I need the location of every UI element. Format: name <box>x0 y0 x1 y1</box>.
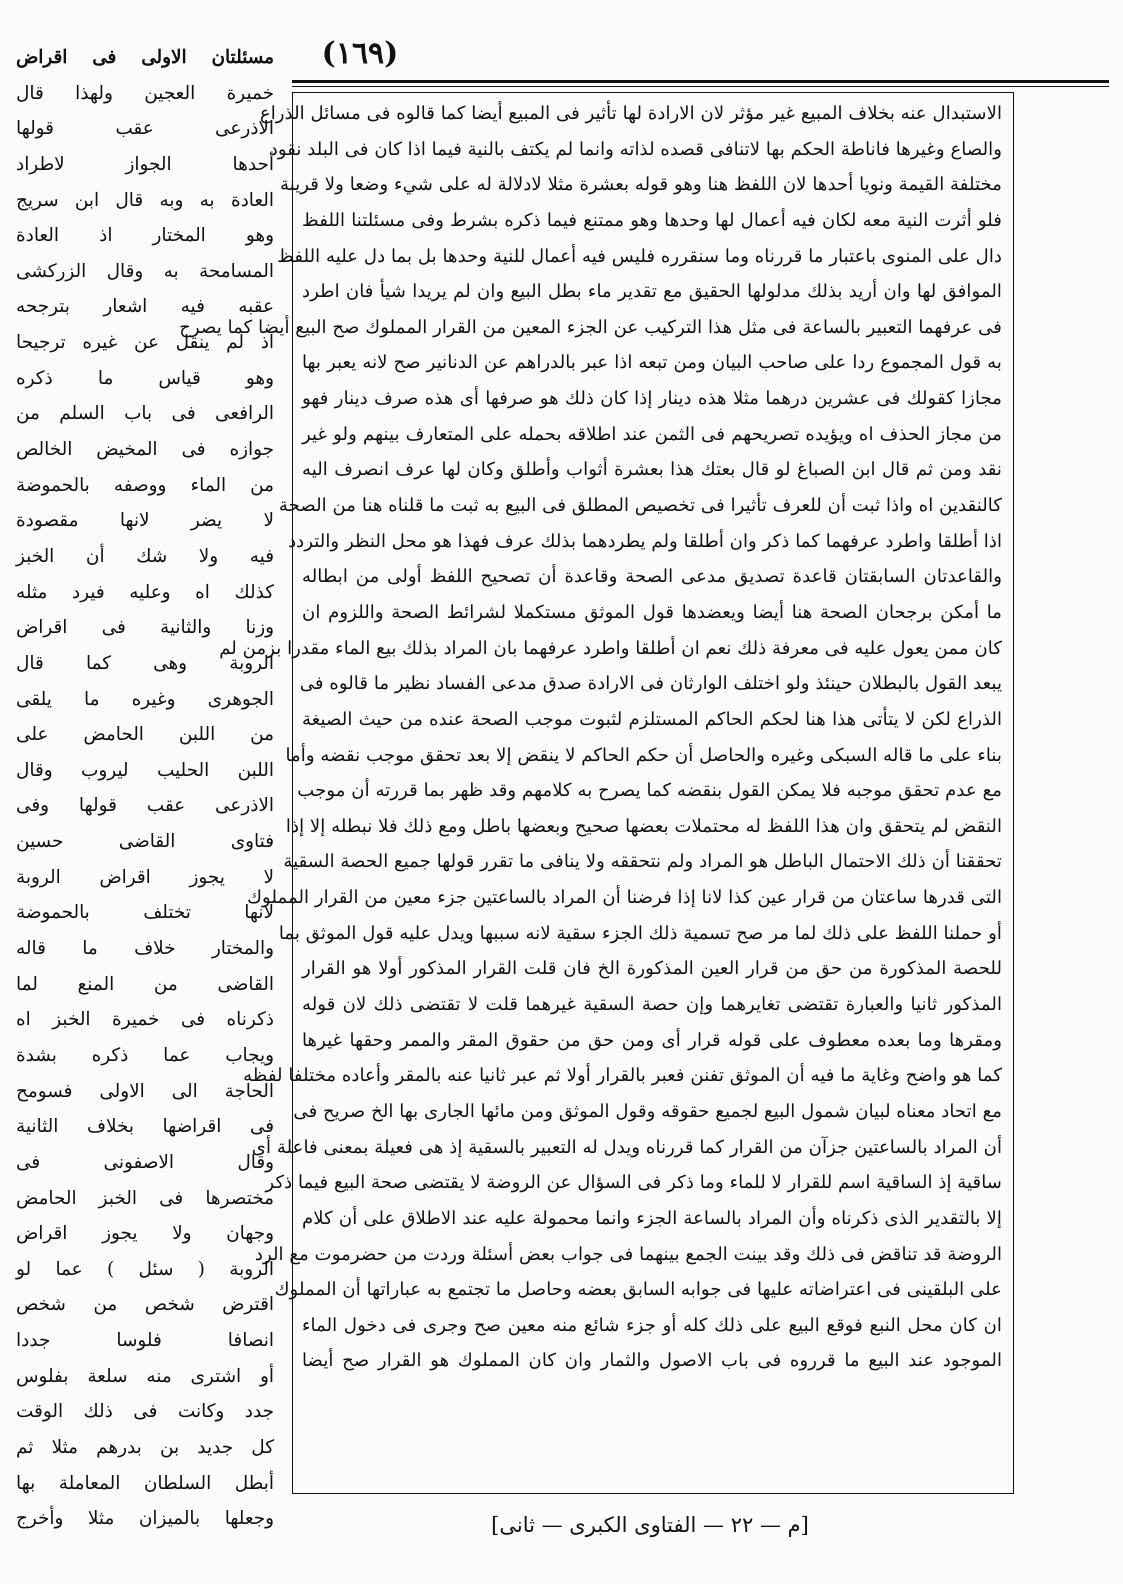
main-text-line: إلا بالتقدير الذى ذكرناه وأن المراد بالساعة الجزء وانما محمولة عليه عند الاطلاق على أن كلام <box>302 1207 1002 1229</box>
main-text-line: كما هو واضح وغاية ما فيه أن الموثق تفنن فعبر بالقرار أولا ثم عبر ثانيا عنه بالمقر وأعاده مختلفا لفظه <box>243 1065 1002 1087</box>
margin-text-line: ذكرناه فى خميرة الخبز اه <box>16 1009 274 1031</box>
main-text-line: مع عدم تحقق موجبه فلا يمكن القول بنقضه كما يصرح به كلامهم وقد ظهر بما قررته أن موجب <box>297 780 1002 802</box>
margin-text-line: أبطل السلطان المعاملة بها <box>16 1472 274 1494</box>
main-text-line: ساقية إذ الساقية اسم للقرار لا للماء وما ذكر فى السؤال عن الروضة لا يقتضى صحة البيع فيما ذكر <box>265 1172 1002 1194</box>
main-text-line: الموافق لها وان أريد بذلك مدلولها الحقيق مع تقدير ماء بطل البيع وان لم يريدا شيأ فان اطرد <box>302 281 1002 303</box>
main-text-line: مع اتحاد معناه لبيان شمول البيع لجميع حقوقه وقول الموثق ومن مائها الجارى بها الخ صريح فى <box>293 1100 1002 1122</box>
main-text-line: مجازا كقولك فى عشرين درهما مثلا هذه دينار إذا كان ذلك هو صرفها أى هذه صرف دينار فهو <box>302 388 1002 410</box>
margin-text-line: الجوهرى وغيره ما يلقى <box>16 688 274 710</box>
margin-text-line: والمختار خلاف ما قاله <box>16 938 274 960</box>
margin-text-line: فتاوى القاضى حسين <box>16 831 274 853</box>
margin-text-line: لا يجوز اقراض الروبة <box>16 866 274 888</box>
main-text-line: فلو أثرت النية معه لكان فيه أعمال لها وحدها وهو ممتنع فيما ذكره بشرط وفى مسئلتنا اللفظ <box>302 209 1002 231</box>
main-text-line: ان كان محل النبع فوقع البيع على ذلك كله أو جزء شائع منه معين صح وجرى فى دخول الماء <box>302 1314 1002 1336</box>
margin-text-line: وقال الاصفونى فى <box>16 1151 274 1173</box>
main-text-line: والصاع وغيرها فاناطة الحكم بها لاتنافى قصده لذاته وانما لم يكتف بالنية فيما اذا كان فى البلد نقود <box>269 138 1002 160</box>
margin-text-line: جوازه فى المخيض الخالص <box>16 439 274 461</box>
main-text-line: كان ممن يعول عليه فى معرفة ذلك نعم ان أطلقا واطرد عرفهما بان المراد بذلك بيع الماء مقدرا بزمن لم <box>219 637 1002 659</box>
margin-text-line: من اللبن الحامض على <box>16 724 274 746</box>
main-text-line: الموجود عند البيع ما قرروه فى باب الاصول والثمار وان كان المملوك هو القرار صح أيضا <box>302 1350 1002 1372</box>
margin-text-line: خميرة العجين ولهذا قال <box>16 82 274 104</box>
margin-text-line: وزنا والثانية فى اقراض <box>16 617 274 639</box>
margin-text-line: وجعلها بالميزان مثلا وأخرج <box>16 1508 274 1530</box>
page-number: (١٦٩) <box>321 36 399 71</box>
margin-text-line: جدد وكانت فى ذلك الوقت <box>16 1401 274 1423</box>
margin-text-line: المسامحة به وقال الزركشى <box>16 260 274 282</box>
main-text-line: الذراع لكن لا يتأتى هذا هنا لحكم الحاكم المستلزم لثبوت موجب الصحة عنده من حيث الصيغة <box>302 708 1002 730</box>
margin-text-line: وجهان ولا يجوز اقراض <box>16 1223 274 1245</box>
main-text-line: الاستبدال عنه بخلاف المبيع غير مؤثر لان الارادة لها تأثير فى المبيع أيضا كما قالوه فى مسائل الذراع <box>259 103 1002 124</box>
margin-text-line: عقبه فيه اشعار بترجحه <box>16 296 274 318</box>
margin-text-line: لا يضر لانها مقصودة <box>16 510 274 532</box>
margin-title: مسئلتان الاولى فى اقراض <box>16 47 274 68</box>
main-text-line: به قول المجموع ردا على صاحب البيان ومن تبعه اذا عبر بالدراهم عن الدنانير صح لانه يعبر بها <box>302 352 1002 374</box>
margin-text-line: أحدها الجواز لاطراد <box>16 153 274 175</box>
main-text-line: نقد ومن ثم قال ابن الصباغ لو قال بعتك هذا بعشرة أثواب وأطلق وكان لها عرف انصرف اليه <box>302 459 1002 481</box>
margin-text-line: كل جديد بن بدرهم مثلا ثم <box>16 1436 274 1458</box>
margin-text-line: انصافا فلوسا جددا <box>16 1330 274 1352</box>
margin-text-line: مختصرها فى الخبز الحامض <box>16 1187 274 1209</box>
margin-text-line: كذلك اه وعليه فيرد مثله <box>16 581 274 603</box>
margin-text-line: الاذرعى عقب قولها وفى <box>16 795 274 817</box>
header-rule-thin <box>292 86 1109 87</box>
main-text-line: ومقرها وما بعده معطوف على قوله قرار أى ومن حق من حقوق المقر والممر وحقها غيرها <box>302 1029 1002 1051</box>
main-text-line: الروضة قد تناقض فى ذلك وقد بينت الجمع بينهما فى جواب بعض أسئلة وردت من حضرموت مع الرد <box>254 1243 1002 1265</box>
margin-text-line: لانها تختلف بالحموضة <box>16 902 274 924</box>
margin-text-line: الروبة ( سئل ) عما لو <box>16 1258 274 1280</box>
margin-text-line: العادة به وبه قال ابن سريج <box>16 189 274 211</box>
main-text-line: المذكور ثانيا والعبارة تقتضى تغايرهما وإن حصة السقية غيرهما قلت لا تقتضى ذلك لان قوله <box>302 994 1002 1016</box>
main-text-line: مختلفة القيمة ونويا أحدها لان اللفظ هنا وهو قوله بعشرة مثلا لادلالة له على شيء وضعا ولا قرينة <box>279 174 1002 196</box>
margin-text-line: وهو قياس ما ذكره <box>16 367 274 389</box>
margin-text-line: فيه ولا شك أن الخبز <box>16 545 274 567</box>
main-text-line: من مجاز الحذف اه ويؤيده تصريحهم فى الثمن عند اطلاقه بحمله على المتعارف بينهم ولو غير <box>302 423 1002 445</box>
main-text-line: والقاعدتان السابقتان قاعدة تصديق مدعى الصحة وقاعدة أن تصحيح اللفظ أولى من ابطاله <box>302 566 1002 588</box>
margin-text-line: أو اشترى منه سلعة بفلوس <box>16 1365 274 1387</box>
margin-text-line: الرافعى فى باب السلم من <box>16 403 274 425</box>
margin-text-line: الاذرعى عقب قولها <box>16 118 274 140</box>
main-text-line: يبعد القول بالبطلان حينئذ ولو اختلف الوارثان فى الارادة صدق مدعى الفساد نظير ما قالوه فى <box>299 673 1002 695</box>
main-text-line: للحصة المذكورة من حق من قرار العين المذكورة الخ فان قلت القرار المذكور أولا هو القرار <box>302 958 1002 980</box>
main-text-line: دال على المنوى باعتبار ما قررناه وما سنقرره فليس فيه أعمال للنية وحدها بل بما دل عليه اللفظ <box>277 245 1002 267</box>
margin-text-line: وهو المختار اذ العادة <box>16 225 274 247</box>
main-text-line: أن المراد بالساعتين جزآن من القرار كما قررناه ويدل له التعبير بالسقية إذ هى فعيلة بمعنى فاعلة أى <box>251 1136 1002 1158</box>
page-footer: [م — ٢٢ — الفتاوى الكبرى — ثانى] <box>491 1513 809 1537</box>
main-text-line: اذا أطلقا واطرد عرفهما كما ذكر وان أطلقا ولم يطردهما بذلك عرف فهذا هو محل النظر والتردد <box>288 530 1002 552</box>
margin-text-line: اللبن الحليب ليروب وقال <box>16 759 274 781</box>
main-text-block <box>179 96 1002 1488</box>
main-text-line: كالنقدين اه واذا ثبت أن للعرف تأثيرا فى تخصيص المطلق فى البيع به ثبت ما قلناه هنا من الصحة <box>278 495 1002 517</box>
main-text-line: بناء على ما قاله السبكى وغيره والحاصل أن حكم الحاكم لا ينقض إلا بعد تحقق موجب نقضه وأما <box>285 744 1002 766</box>
margin-text-line: من الماء ووصفه بالحموضة <box>16 474 274 496</box>
main-text-line: فى عرفهما التعبير بالساعة فى مثل هذا التركيب عن الجزء المعين من القرار المملوك صح البيع أيضا كما يصرح <box>179 316 1002 338</box>
margin-text-line: فى اقراضها بخلاف الثانية <box>16 1116 274 1138</box>
main-text-line: ما أمكن برجحان الصحة هنا أيضا ويعضدها قول الموثق مستكملا لشرائط الصحة واللزوم ان <box>302 601 1002 623</box>
margin-text-line: الروبة وهى كما قال <box>16 652 274 674</box>
margin-text-line: اذ لم ينقل عن غيره ترجيحا <box>16 332 274 354</box>
header-rule <box>292 80 1109 83</box>
main-text-line: أو حملنا اللفظ على ذلك لما مر صح تسمية ذلك الجزء سقية لانه سببها ويدل عليه قول الموثق بما <box>278 922 1002 944</box>
margin-commentary <box>16 40 274 1540</box>
margin-text-line: اقترض شخص من شخص <box>16 1294 274 1316</box>
margin-text-line: القاضى من المنع لما <box>16 973 274 995</box>
main-text-line: تحققنا أن ذلك الاحتمال الباطل هو المراد ولم نتحققه ولا ينافى ما تقرر قولها جميع الحصة السقية <box>283 851 1002 873</box>
margin-text-line: الحاجة الى الاولى فسومح <box>16 1080 274 1102</box>
main-text-line: على البلقينى فى اعتراضاته عليها فى جوابه السابق بعضه وحاصل ما تجتمع به عباراتها أن المملوك <box>274 1279 1002 1301</box>
margin-text-line: ويجاب عما ذكره بشدة <box>16 1044 274 1066</box>
main-text-line: النقض لم يتحقق وان هذا اللفظ له محتملات بعضها صحيح وبعضها باطل ومع ذلك فلا نبطله إلا إذا <box>285 815 1002 837</box>
main-text-line: التى قدرها ساعتان من قرار عين كذا لانا إذا فرضنا أن المراد بالساعتين جزء معين من القرار المملوك <box>247 887 1002 909</box>
